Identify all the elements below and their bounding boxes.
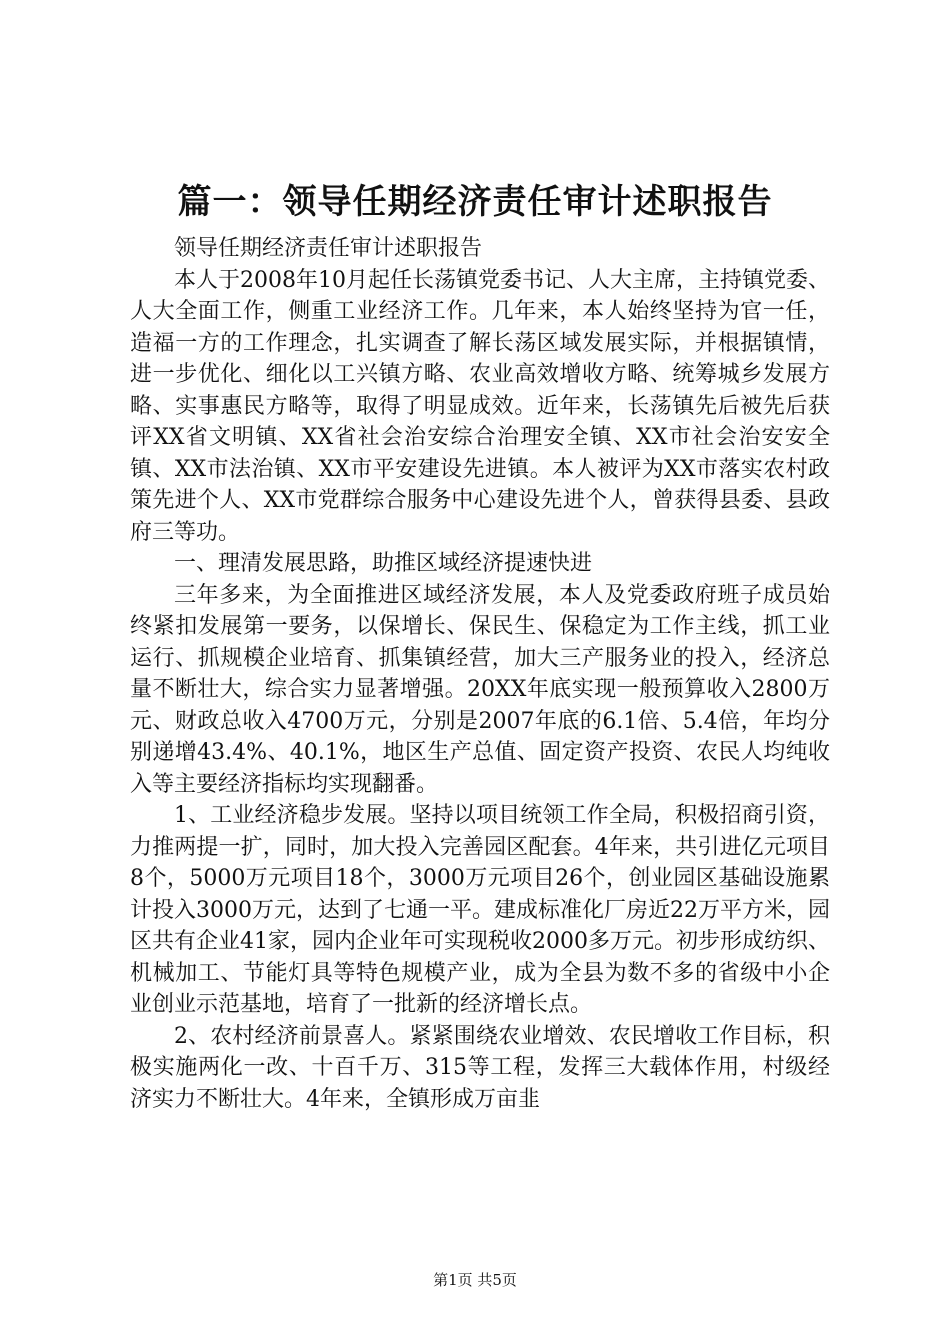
- rural-economy-paragraph: 2、农村经济前景喜人。紧紧围绕农业增效、农民增收工作目标，积极实施两化一改、十百千万、315等工程，发挥三大载体作用，村级经济实力不断壮大。4年来，全镇形成万亩韭: [130, 1023, 830, 1112]
- document-body: [130, 233, 830, 1115]
- intro-paragraph: 本人于2008年10月起任长荡镇党委书记、人大主席，主持镇党委、人大全面工作，侧重工业经济工作。几年来，本人始终坚持为官一任，造福一方的工作理念，扎实调查了解长荡区域发展实际，并根据镇情，进一步优化、细化以工兴镇方略、农业高效增收方略、统筹城乡发展方略、实事惠民方略等，取得了明显成效。近年来，长荡镇先后被先后获评XX省文明镇、XX省社会治安综合治理安全镇、XX市社会治安安全镇、XX市法治镇、XX市平安建设先进镇。本人被评为XX市落实农村政策先进个人、XX市党群综合服务中心建设先进个人，曾获得县委、县政府三等功。: [130, 267, 830, 545]
- subtitle-paragraph: 领导任期经济责任审计述职报告: [174, 236, 483, 261]
- industry-paragraph: 1、工业经济稳步发展。坚持以项目统领工作全局，积极招商引资，力推两提一扩，同时，加大投入完善园区配套。4年来，共引进亿元项目8个，5000万元项目18个，3000万元项目26个，创业园区基础设施累计投入3000万元，达到了七通一平。建成标准化厂房近22万平方米，园区共有企业41家，园内企业年可实现税收2000多万元。初步形成纺织、机械加工、节能灯具等特色规模产业，成为全县为数不多的省级中小企业创业示范基地，培育了一批新的经济增长点。: [130, 803, 830, 1017]
- document-title: 篇一：领导任期经济责任审计述职报告: [177, 182, 773, 222]
- section-heading-1: 一、理清发展思路，助推区域经济提速快进: [174, 551, 593, 576]
- section-1-paragraph: 三年多来，为全面推进区域经济发展，本人及党委政府班子成员始终紧扣发展第一要务，以保增长、保民生、保稳定为工作主线，抓工业运行、抓规模企业培育、抓集镇经营，加大三产服务业的投入，经济总量不断壮大，综合实力显著增强。20XX年底实现一般预算收入2800万元、财政总收入4700万元，分别是2007年底的6.1倍、5.4倍，年均分别递增43.4%、40.1%，地区生产总值、固定资产投资、农民人均纯收入等主要经济指标均实现翻番。: [130, 582, 830, 797]
- page-number-footer: 第1页 共5页: [433, 1271, 517, 1289]
